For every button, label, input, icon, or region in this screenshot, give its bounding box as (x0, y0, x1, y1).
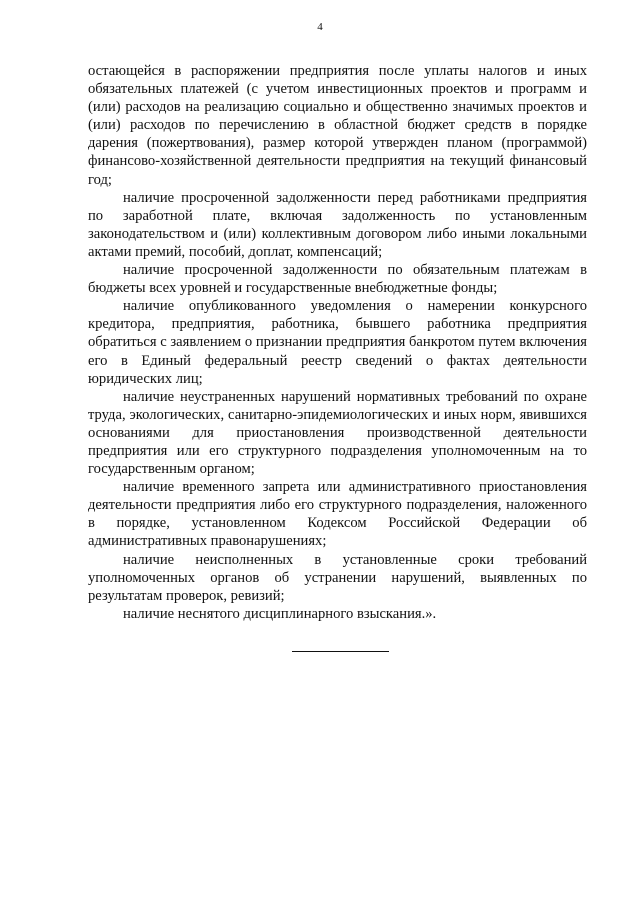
list-item-activity-suspension: наличие временного запрета или административного приостановления деятельности предприятия либо его структурного подразделения, наложенного в порядке, установленном Кодексом Российской Федерации об административных правонарушениях; (88, 479, 587, 550)
list-item-disciplinary-penalty: наличие неснятого дисциплинарного взыскания.». (123, 605, 437, 622)
list-item-unfulfilled-requirements: наличие неисполненных в установленные сроки требований уполномоченных органов об устранении нарушений, выявленных по результатам проверок, ревизий; (88, 551, 587, 604)
document-body (88, 62, 587, 623)
list-item-tax-arrears: наличие просроченной задолженности по обязательным платежам в бюджеты всех уровней и государственные внебюджетные фонды; (88, 262, 587, 297)
paragraph-continuation: остающейся в распоряжении предприятия после уплаты налогов и иных обязательных платежей (с учетом инвестиционных проектов и программ и (или) расходов на реализацию социально и общественно значимых проектов и (или) расходов по перечислению в областной бюджет средств в порядке дарения (пожертвования), размер которой утвержден планом (программой) финансово-хозяйственной деятельности предприятия на текущий финансовый год; (88, 63, 587, 188)
closing-divider (292, 651, 389, 652)
list-item-wage-arrears: наличие просроченной задолженности перед работниками предприятия по заработной плате, включая задолженность по установленным законодательством и (или) коллективным договором либо иными локальными актами премий, пособий, доплат, компенсаций; (88, 189, 587, 260)
list-item-bankruptcy-notice: наличие опубликованного уведомления о намерении конкурсного кредитора, предприятия, работника, бывшего работника предприятия обратиться с заявлением о признании предприятия банкротом путем включения его в Единый федеральный реестр сведений о фактах деятельности юридических лиц; (88, 298, 587, 387)
list-item-safety-violations: наличие неустраненных нарушений нормативных требований по охране труда, экологических, санитарно-эпидемиологических и иных норм, явившихся основаниями для приостановления производственной деятельности предприятия или его структурного подразделения уполномоченным на то государственным органом; (88, 388, 587, 478)
page-number: 4 (317, 21, 323, 33)
